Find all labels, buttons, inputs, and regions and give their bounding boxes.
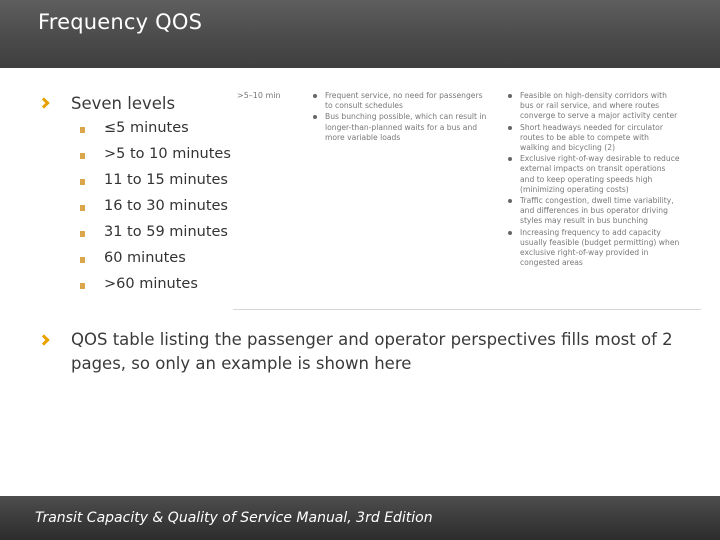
- level-label: >5 to 10 minutes: [104, 146, 231, 162]
- level-label: >60 minutes: [104, 276, 198, 292]
- square-bullet-icon: [80, 179, 85, 185]
- list-item: [78, 198, 238, 224]
- excerpt-text: Short headways needed for circulator: [520, 122, 663, 132]
- footer-bar: [0, 496, 720, 540]
- excerpt-text: (minimizing operating costs): [520, 184, 629, 194]
- square-bullet-icon: [80, 257, 85, 263]
- excerpt-text: longer-than-planned waits for a bus and: [325, 122, 478, 132]
- chevron-right-icon: [38, 334, 49, 345]
- excerpt-text: Traffic congestion, dwell time variability,: [520, 196, 674, 206]
- excerpt-text: and differences in bus operator driving: [520, 206, 668, 216]
- excerpt-text: more variable loads: [325, 132, 401, 142]
- excerpt-text: usually feasible (budget permitting) when: [520, 237, 680, 247]
- bullet-seven-levels: Seven levels: [71, 94, 176, 113]
- footer-citation: Transit Capacity & Quality of Service Manual, 3rd Edition: [35, 510, 433, 526]
- qos-table-excerpt: [233, 86, 701, 310]
- square-bullet-icon: [80, 205, 85, 211]
- excerpt-level-label: >5–10 min: [237, 91, 281, 100]
- excerpt-text: walking and bicycling (2): [520, 143, 616, 153]
- excerpt-text: to consult schedules: [325, 101, 403, 111]
- bullet-dot-icon: [313, 115, 317, 119]
- list-item: [508, 123, 680, 154]
- title-bar: [0, 0, 720, 68]
- bullet-dot-icon: [508, 126, 512, 130]
- list-item: [508, 196, 680, 227]
- level-label: 11 to 15 minutes: [104, 172, 228, 188]
- excerpt-text: external impacts on transit operations: [520, 164, 666, 174]
- level-label: 31 to 59 minutes: [104, 224, 228, 240]
- bullet-dot-icon: [508, 157, 512, 161]
- excerpt-text: Feasible on high-density corridors with: [520, 91, 667, 100]
- square-bullet-icon: [80, 153, 85, 159]
- square-bullet-icon: [80, 231, 85, 237]
- list-item: [313, 91, 486, 111]
- excerpt-text: Increasing frequency to add capacity: [520, 227, 661, 237]
- bullet-dot-icon: [508, 199, 512, 203]
- bullet-qos-table-line-1: QOS table listing the passenger and operator perspectives fills most of 2: [71, 330, 673, 349]
- bullet-qos-table-line-2: pages, so only an example is shown here: [71, 354, 412, 373]
- bullet-dot-icon: [508, 231, 512, 235]
- excerpt-text: congested areas: [520, 258, 583, 268]
- excerpt-text: bus or rail service, and where routes: [520, 101, 660, 111]
- list-item: [508, 154, 680, 195]
- list-item: [508, 228, 680, 269]
- slide-title: Frequency QOS: [38, 10, 203, 34]
- level-label: ≤5 minutes: [104, 120, 189, 136]
- excerpt-text: exclusive right-of-way provided in: [520, 248, 649, 258]
- list-item: [78, 276, 238, 302]
- list-item: [78, 172, 238, 198]
- excerpt-text: Exclusive right-of-way desirable to reduce: [520, 154, 680, 164]
- operator-column: [508, 91, 680, 269]
- level-label: 60 minutes: [104, 250, 186, 266]
- square-bullet-icon: [80, 127, 85, 133]
- level-list: [78, 120, 238, 302]
- list-item: [508, 91, 680, 122]
- excerpt-text: styles may result in bus bunching: [520, 216, 648, 226]
- bullet-dot-icon: [313, 94, 317, 98]
- excerpt-text: Bus bunching possible, which can result in: [325, 112, 487, 122]
- excerpt-text: Frequent service, no need for passengers: [325, 91, 483, 100]
- list-item: [78, 224, 238, 250]
- chevron-right-icon: [38, 97, 49, 108]
- bullet-dot-icon: [508, 94, 512, 98]
- passenger-column: [313, 91, 486, 144]
- list-item: [313, 112, 486, 143]
- list-item: [78, 120, 238, 146]
- list-item: [78, 250, 238, 276]
- excerpt-text: converge to serve a major activity center: [520, 111, 678, 121]
- square-bullet-icon: [80, 283, 85, 289]
- level-label: 16 to 30 minutes: [104, 198, 228, 214]
- list-item: [78, 146, 238, 172]
- excerpt-text: routes to be able to compete with: [520, 132, 649, 142]
- excerpt-text: and to keep operating speeds high: [520, 174, 653, 184]
